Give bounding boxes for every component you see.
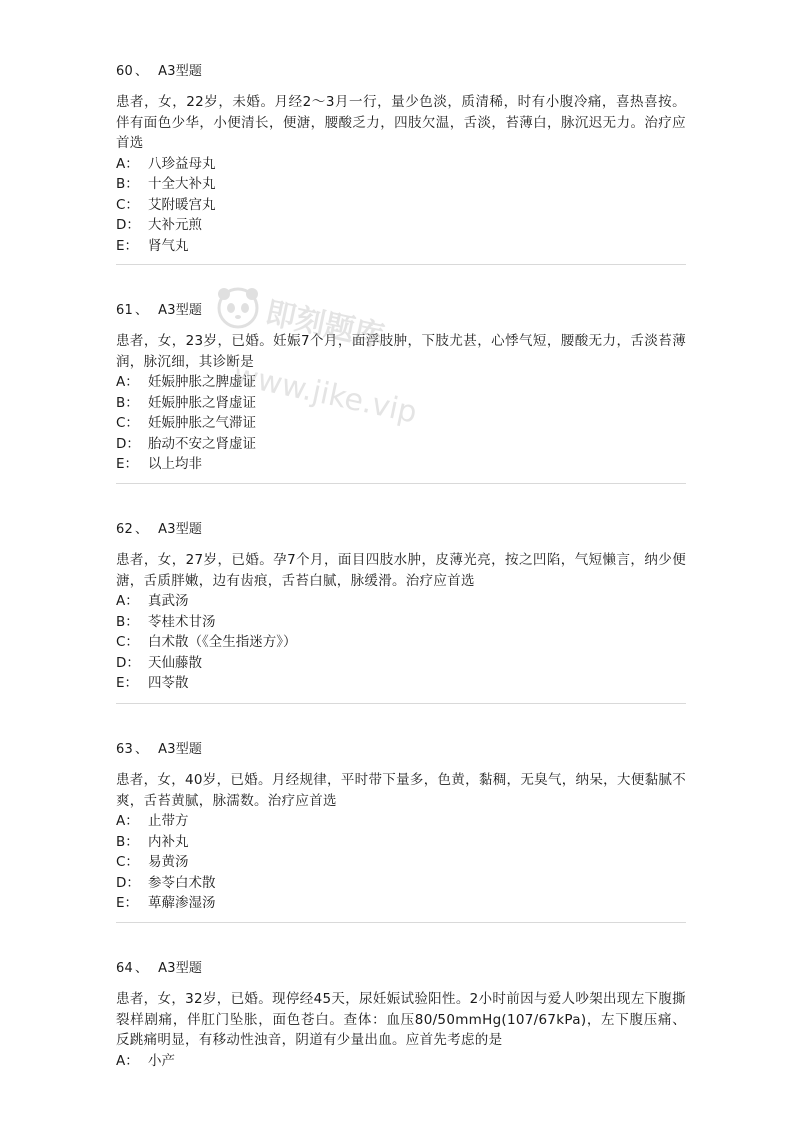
question-number: 63 [116,742,133,757]
option-text: 十全大补丸 [148,176,216,192]
option-key: E： [116,237,139,254]
option-text: 小产 [148,1052,175,1069]
option-text: 萆薢渗湿汤 [148,895,216,911]
question-separator: 、 [134,64,149,79]
question-number: 64 [116,961,133,976]
question-60 [116,62,686,256]
option-key: A： [116,1052,139,1069]
option-list [116,372,686,475]
option-key: A： [116,155,139,172]
option-key: A： [116,593,139,609]
question-separator: 、 [134,742,149,757]
option-text: 四苓散 [148,675,189,691]
option-a [116,591,686,612]
option-text: 止带方 [148,813,189,829]
question-divider [116,922,686,923]
option-e [116,454,686,475]
option-d [116,873,686,894]
option-text: 艾附暖宫丸 [148,196,216,213]
question-separator: 、 [134,522,149,537]
option-list [116,811,686,914]
question-64 [116,959,686,1071]
question-header [116,959,686,979]
question-header [116,520,686,540]
option-e [116,236,686,257]
option-b [116,174,686,195]
option-list [116,1051,686,1072]
question-divider [116,703,686,704]
question-type: A3型题 [158,303,203,318]
question-separator: 、 [134,303,149,318]
option-text: 妊娠肿胀之气滞证 [148,415,256,431]
question-header [116,740,686,760]
option-e [116,893,686,914]
option-c [116,632,686,653]
option-key: D： [116,654,140,671]
question-type: A3型题 [158,64,203,79]
option-text: 苓桂术甘汤 [148,613,216,630]
option-key: C： [116,634,139,650]
option-key: D： [116,435,140,452]
option-text: 白术散（《全生指迷方》） [148,634,297,650]
option-d [116,434,686,455]
option-key: E： [116,895,139,911]
option-text: 易黄汤 [148,854,189,870]
option-c [116,413,686,434]
option-key: B： [116,833,139,850]
option-list [116,591,686,694]
option-key: B： [116,394,139,411]
question-stem: 患者，女，22岁，未婚。月经2～3月一行，量少色淡，质清稀，时有小腹冷痛，喜热喜按。伴有面色少华，小便清长，便溏，腰酸乏力，四肢欠温，舌淡，苔薄白，脉沉迟无力。治疗应首选 [116,94,686,151]
option-key: B： [116,176,139,192]
option-text: 以上均非 [148,456,202,472]
option-text: 大补元煎 [148,217,202,233]
option-key: A： [116,374,139,390]
option-key: C： [116,415,139,431]
option-text: 妊娠肿胀之脾虚证 [148,374,256,390]
question-separator: 、 [134,961,149,976]
option-c [116,852,686,873]
option-text: 妊娠肿胀之肾虚证 [148,394,256,411]
option-text: 真武汤 [148,593,189,609]
option-a [116,811,686,832]
option-text: 内补丸 [148,833,189,850]
question-stem: 患者，女，27岁，已婚。孕7个月，面目四肢水肿，皮薄光亮，按之凹陷，气短懒言，纳少便溏，舌质胖嫩，边有齿痕，舌苔白腻，脉缓滑。治疗应首选 [116,552,686,589]
option-d [116,653,686,674]
option-key: D： [116,217,140,233]
option-text: 八珍益母丸 [148,155,216,172]
question-type: A3型题 [158,961,203,976]
watermark-brand: 即刻题库 [262,295,387,355]
watermark-url: www.jike.vip [230,357,421,431]
option-d [116,215,686,236]
option-key: E： [116,456,139,472]
question-header [116,301,686,321]
question-type: A3型题 [158,742,203,757]
question-61 [116,301,686,475]
question-number: 60 [116,64,133,79]
question-63 [116,740,686,914]
option-key: D： [116,874,140,891]
option-b [116,832,686,853]
option-e [116,673,686,694]
option-key: A： [116,813,139,829]
option-text: 胎动不安之肾虚证 [148,435,256,452]
question-type: A3型题 [158,522,203,537]
question-divider [116,264,686,265]
option-text: 参苓白术散 [148,874,216,891]
option-a [116,1051,686,1072]
option-text: 天仙藤散 [148,654,202,671]
question-stem: 患者，女，23岁，已婚。妊娠7个月，面浮肢肿，下肢尤甚，心悸气短，腰酸无力，舌淡苔薄润，脉沉细，其诊断是 [116,333,686,370]
option-b [116,393,686,414]
option-text: 肾气丸 [148,237,189,254]
option-a [116,372,686,393]
question-stem: 患者，女，32岁，已婚。现停经45天，尿妊娠试验阳性。2小时前因与爱人吵架出现左下腹撕裂样剧痛，伴肛门坠胀，面色苍白。查体：血压80/50mmHg(107/67kPa)，左下腹压痛、反跳痛明显，有移动性浊音，阴道有少量出血。应首先考虑的是 [116,991,686,1048]
option-key: C： [116,854,139,870]
option-a [116,154,686,175]
question-number: 62 [116,522,133,537]
question-number: 61 [116,303,133,318]
option-c [116,195,686,216]
option-b [116,612,686,633]
question-stem: 患者，女，40岁，已婚。月经规律，平时带下量多，色黄，黏稠，无臭气，纳呆，大便黏腻不爽，舌苔黄腻，脉濡数。治疗应首选 [116,772,686,809]
question-divider [116,483,686,484]
question-header [116,62,686,82]
option-key: B： [116,613,139,630]
option-key: E： [116,675,139,691]
option-key: C： [116,196,139,213]
option-list [116,154,686,257]
question-62 [116,520,686,694]
